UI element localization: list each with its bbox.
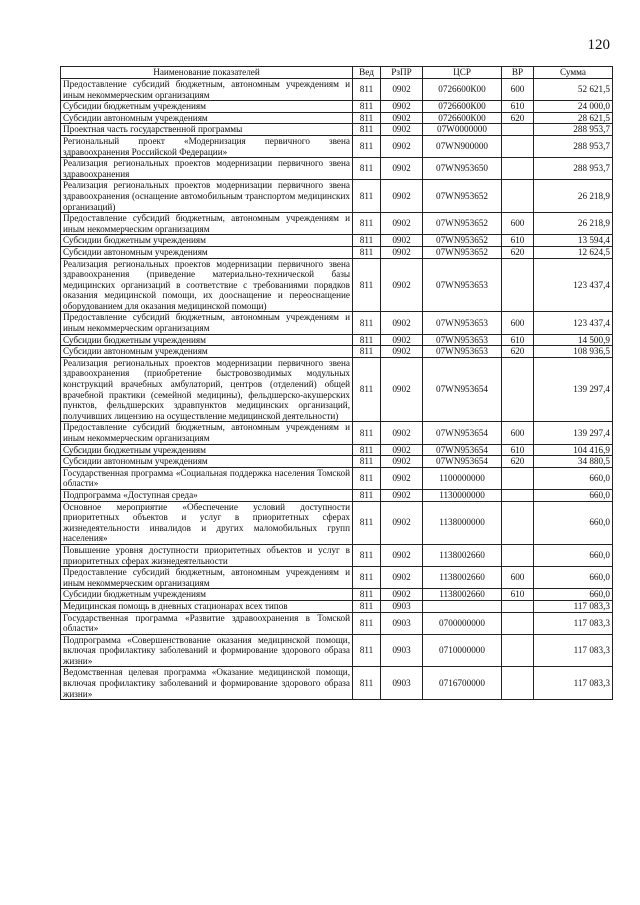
row-rzpr-cell: 0902 — [381, 213, 423, 235]
column-header-name: Наименование показателей — [61, 67, 353, 79]
column-header-sum: Сумма — [534, 67, 613, 79]
table-row — [61, 456, 613, 468]
row-vr-cell — [502, 544, 534, 566]
table-row — [61, 444, 613, 456]
row-ved-cell: 811 — [353, 634, 381, 667]
row-sum-cell: 123 437,4 — [534, 258, 613, 312]
row-rzpr-cell: 0902 — [381, 124, 423, 136]
row-ved-cell: 811 — [353, 667, 381, 700]
table-row — [61, 567, 613, 589]
row-ved-cell: 811 — [353, 501, 381, 544]
row-sum-cell: 123 437,4 — [534, 312, 613, 334]
row-csr-cell: 0716700000 — [423, 667, 502, 700]
row-rzpr-cell: 0902 — [381, 112, 423, 124]
row-name-cell: Субсидии автономным учреждениям — [61, 346, 353, 358]
row-name-cell: Повышение уровня доступности приоритетных объектов и услуг в приоритетных сферах жизнедеятельности — [61, 544, 353, 566]
row-csr-cell: 07WN953653 — [423, 334, 502, 346]
row-sum-cell: 139 297,4 — [534, 357, 613, 422]
header-row — [61, 67, 613, 79]
row-name-cell: Субсидии автономным учреждениям — [61, 112, 353, 124]
row-csr-cell: 1138000000 — [423, 501, 502, 544]
row-name-cell: Предоставление субсидий бюджетным, автономным учреждениям и иным некоммерческим организациям — [61, 567, 353, 589]
table-row — [61, 135, 613, 157]
table-row — [61, 501, 613, 544]
table-row — [61, 124, 613, 136]
row-sum-cell: 34 880,5 — [534, 456, 613, 468]
row-csr-cell: 0726600К00 — [423, 112, 502, 124]
table-row — [61, 246, 613, 258]
row-vr-cell: 610 — [502, 444, 534, 456]
row-sum-cell: 660,0 — [534, 544, 613, 566]
row-ved-cell: 811 — [353, 346, 381, 358]
table-row — [61, 634, 613, 667]
row-ved-cell: 811 — [353, 589, 381, 601]
row-csr-cell — [423, 600, 502, 612]
row-sum-cell: 660,0 — [534, 589, 613, 601]
row-sum-cell: 660,0 — [534, 467, 613, 489]
table-row — [61, 467, 613, 489]
row-ved-cell: 811 — [353, 312, 381, 334]
row-vr-cell — [502, 158, 534, 180]
row-name-cell: Предоставление субсидий бюджетным, автономным учреждениям и иным некоммерческим организациям — [61, 213, 353, 235]
row-csr-cell: 07WN953652 — [423, 246, 502, 258]
row-name-cell: Субсидии бюджетным учреждениям — [61, 589, 353, 601]
row-ved-cell: 811 — [353, 357, 381, 422]
table-row — [61, 600, 613, 612]
table-row — [61, 101, 613, 113]
row-name-cell: Предоставление субсидий бюджетным, автономным учреждениям и иным некоммерческим организациям — [61, 422, 353, 444]
row-csr-cell: 0726600К00 — [423, 101, 502, 113]
row-csr-cell: 07WN953654 — [423, 357, 502, 422]
row-rzpr-cell: 0902 — [381, 135, 423, 157]
table-row — [61, 312, 613, 334]
row-name-cell: Субсидии автономным учреждениям — [61, 246, 353, 258]
row-rzpr-cell: 0902 — [381, 456, 423, 468]
row-vr-cell — [502, 600, 534, 612]
table-row — [61, 79, 613, 101]
row-csr-cell: 07WN953654 — [423, 456, 502, 468]
row-name-cell: Подпрограмма «Доступная среда» — [61, 489, 353, 501]
row-sum-cell: 28 621,5 — [534, 112, 613, 124]
row-csr-cell: 07WN953653 — [423, 346, 502, 358]
row-csr-cell: 1138002660 — [423, 567, 502, 589]
row-sum-cell: 14 500,9 — [534, 334, 613, 346]
table-row — [61, 612, 613, 634]
row-rzpr-cell: 0903 — [381, 667, 423, 700]
row-ved-cell: 811 — [353, 158, 381, 180]
row-ved-cell: 811 — [353, 544, 381, 566]
table-row — [61, 213, 613, 235]
row-ved-cell: 811 — [353, 235, 381, 247]
row-vr-cell — [502, 634, 534, 667]
row-sum-cell: 117 083,3 — [534, 600, 613, 612]
row-ved-cell: 811 — [353, 444, 381, 456]
row-ved-cell: 811 — [353, 600, 381, 612]
row-vr-cell: 610 — [502, 101, 534, 113]
row-vr-cell — [502, 667, 534, 700]
row-csr-cell: 07W0000000 — [423, 124, 502, 136]
row-sum-cell: 117 083,3 — [534, 634, 613, 667]
row-name-cell: Субсидии бюджетным учреждениям — [61, 334, 353, 346]
budget-table — [60, 66, 613, 700]
row-csr-cell: 07WN953652 — [423, 235, 502, 247]
row-rzpr-cell: 0902 — [381, 501, 423, 544]
column-header-csr: ЦСР — [423, 67, 502, 79]
row-sum-cell: 26 218,9 — [534, 180, 613, 213]
row-csr-cell: 1130000000 — [423, 489, 502, 501]
row-ved-cell: 811 — [353, 422, 381, 444]
table-row — [61, 489, 613, 501]
row-vr-cell — [502, 258, 534, 312]
row-sum-cell: 117 083,3 — [534, 667, 613, 700]
table-row — [61, 544, 613, 566]
row-csr-cell: 1138002660 — [423, 544, 502, 566]
row-vr-cell: 600 — [502, 312, 534, 334]
row-sum-cell: 288 953,7 — [534, 135, 613, 157]
row-ved-cell: 811 — [353, 135, 381, 157]
table-row — [61, 422, 613, 444]
row-vr-cell — [502, 489, 534, 501]
row-name-cell: Реализация региональных проектов модернизации первичного звена здравоохранения (оснащение автомобильным транспортом медицинских организаций) — [61, 180, 353, 213]
row-vr-cell: 620 — [502, 346, 534, 358]
row-rzpr-cell: 0902 — [381, 422, 423, 444]
row-csr-cell: 07WN953650 — [423, 158, 502, 180]
row-csr-cell: 07WN900000 — [423, 135, 502, 157]
row-rzpr-cell: 0902 — [381, 489, 423, 501]
table-row — [61, 258, 613, 312]
row-vr-cell: 620 — [502, 246, 534, 258]
row-name-cell: Субсидии бюджетным учреждениям — [61, 101, 353, 113]
row-sum-cell: 660,0 — [534, 567, 613, 589]
row-vr-cell — [502, 501, 534, 544]
row-rzpr-cell: 0902 — [381, 180, 423, 213]
row-ved-cell: 811 — [353, 612, 381, 634]
row-rzpr-cell: 0902 — [381, 79, 423, 101]
table-row — [61, 357, 613, 422]
row-vr-cell: 600 — [502, 79, 534, 101]
row-name-cell: Субсидии бюджетным учреждениям — [61, 444, 353, 456]
row-rzpr-cell: 0902 — [381, 312, 423, 334]
table-body — [61, 79, 613, 700]
row-name-cell: Проектная часть государственной программы — [61, 124, 353, 136]
row-sum-cell: 108 936,5 — [534, 346, 613, 358]
row-name-cell: Субсидии бюджетным учреждениям — [61, 235, 353, 247]
table-row — [61, 589, 613, 601]
row-ved-cell: 811 — [353, 124, 381, 136]
table-row — [61, 667, 613, 700]
row-rzpr-cell: 0902 — [381, 258, 423, 312]
row-ved-cell: 811 — [353, 101, 381, 113]
row-ved-cell: 811 — [353, 112, 381, 124]
row-name-cell: Региональный проект «Модернизация первичного звена здравоохранения Российской Федерации» — [61, 135, 353, 157]
row-csr-cell: 1100000000 — [423, 467, 502, 489]
row-sum-cell: 660,0 — [534, 489, 613, 501]
row-sum-cell: 117 083,3 — [534, 612, 613, 634]
row-name-cell: Реализация региональных проектов модернизации первичного звена здравоохранения (приобретение быстровозводимых модульных конструкций врачебных амбулаторий, центров (отделений) общей врачебной практики (семейной медицины), фельдшерско-акушерских пунктов, фельдшерских здравпунктов медицинских организаций, получивших лицензию на осуществление медицинской деятельности) — [61, 357, 353, 422]
row-ved-cell: 811 — [353, 180, 381, 213]
row-csr-cell: 07WN953652 — [423, 213, 502, 235]
table-row — [61, 235, 613, 247]
row-csr-cell: 0710000000 — [423, 634, 502, 667]
row-csr-cell: 07WN953653 — [423, 258, 502, 312]
row-vr-cell: 600 — [502, 422, 534, 444]
row-vr-cell — [502, 135, 534, 157]
row-ved-cell: 811 — [353, 489, 381, 501]
column-header-rzpr: РзПР — [381, 67, 423, 79]
row-csr-cell: 0700000000 — [423, 612, 502, 634]
row-vr-cell: 600 — [502, 213, 534, 235]
row-rzpr-cell: 0902 — [381, 246, 423, 258]
row-ved-cell: 811 — [353, 246, 381, 258]
row-ved-cell: 811 — [353, 467, 381, 489]
row-ved-cell: 811 — [353, 334, 381, 346]
row-rzpr-cell: 0902 — [381, 357, 423, 422]
row-name-cell: Основное мероприятие «Обеспечение условий доступности приоритетных объектов и услуг в приоритетных сферах жизнедеятельности инвалидов и других маломобильных групп населения» — [61, 501, 353, 544]
row-rzpr-cell: 0903 — [381, 634, 423, 667]
row-rzpr-cell: 0902 — [381, 567, 423, 589]
row-vr-cell: 620 — [502, 112, 534, 124]
row-csr-cell: 0726600К00 — [423, 79, 502, 101]
row-name-cell: Государственная программа «Развитие здравоохранения в Томской области» — [61, 612, 353, 634]
row-ved-cell: 811 — [353, 567, 381, 589]
row-csr-cell: 1138002660 — [423, 589, 502, 601]
row-name-cell: Субсидии автономным учреждениям — [61, 456, 353, 468]
row-sum-cell: 52 621,5 — [534, 79, 613, 101]
row-vr-cell: 610 — [502, 334, 534, 346]
row-vr-cell: 610 — [502, 589, 534, 601]
row-vr-cell — [502, 357, 534, 422]
row-ved-cell: 811 — [353, 456, 381, 468]
row-rzpr-cell: 0902 — [381, 334, 423, 346]
table-row — [61, 346, 613, 358]
row-rzpr-cell: 0902 — [381, 444, 423, 456]
row-rzpr-cell: 0902 — [381, 467, 423, 489]
row-sum-cell: 12 624,5 — [534, 246, 613, 258]
row-rzpr-cell: 0902 — [381, 101, 423, 113]
row-csr-cell: 07WN953652 — [423, 180, 502, 213]
row-csr-cell: 07WN953654 — [423, 444, 502, 456]
row-csr-cell: 07WN953654 — [423, 422, 502, 444]
row-sum-cell: 13 594,4 — [534, 235, 613, 247]
row-vr-cell — [502, 612, 534, 634]
row-name-cell: Предоставление субсидий бюджетным, автономным учреждениям и иным некоммерческим организациям — [61, 79, 353, 101]
row-rzpr-cell: 0902 — [381, 589, 423, 601]
row-sum-cell: 24 000,0 — [534, 101, 613, 113]
row-name-cell: Реализация региональных проектов модернизации первичного звена здравоохранения — [61, 158, 353, 180]
row-name-cell: Подпрограмма «Совершенствование оказания медицинской помощи, включая профилактику заболеваний и формирование здорового образа жизни» — [61, 634, 353, 667]
row-ved-cell: 811 — [353, 79, 381, 101]
row-rzpr-cell: 0903 — [381, 612, 423, 634]
row-vr-cell: 620 — [502, 456, 534, 468]
row-sum-cell: 660,0 — [534, 501, 613, 544]
row-vr-cell: 610 — [502, 235, 534, 247]
table-row — [61, 334, 613, 346]
row-csr-cell: 07WN953653 — [423, 312, 502, 334]
row-sum-cell: 288 953,7 — [534, 158, 613, 180]
row-rzpr-cell: 0902 — [381, 158, 423, 180]
row-rzpr-cell: 0902 — [381, 346, 423, 358]
row-name-cell: Медицинская помощь в дневных стационарах всех типов — [61, 600, 353, 612]
row-vr-cell — [502, 180, 534, 213]
column-header-vr: ВР — [502, 67, 534, 79]
column-header-ved: Вед — [353, 67, 381, 79]
row-ved-cell: 811 — [353, 213, 381, 235]
row-vr-cell — [502, 467, 534, 489]
row-name-cell: Ведомственная целевая программа «Оказание медицинской помощи, включая профилактику заболеваний и формирование здорового образа жизни» — [61, 667, 353, 700]
table-row — [61, 112, 613, 124]
table-row — [61, 158, 613, 180]
row-ved-cell: 811 — [353, 258, 381, 312]
table-header — [61, 67, 613, 79]
row-name-cell: Государственная программа «Социальная поддержка населения Томской области» — [61, 467, 353, 489]
row-rzpr-cell: 0902 — [381, 544, 423, 566]
page-number: 120 — [587, 37, 610, 53]
row-rzpr-cell: 0902 — [381, 235, 423, 247]
table-row — [61, 180, 613, 213]
row-sum-cell: 104 416,9 — [534, 444, 613, 456]
row-sum-cell: 139 297,4 — [534, 422, 613, 444]
row-sum-cell: 26 218,9 — [534, 213, 613, 235]
row-vr-cell: 600 — [502, 567, 534, 589]
row-name-cell: Реализация региональных проектов модернизации первичного звена здравоохранения (приведение материально-технической базы медицинских организаций в соответствие с требованиями порядков оказания медицинской помощи, их дооснащение и переоснащение оборудованием для оказания медицинской помощи) — [61, 258, 353, 312]
row-rzpr-cell: 0903 — [381, 600, 423, 612]
row-name-cell: Предоставление субсидий бюджетным, автономным учреждениям и иным некоммерческим организациям — [61, 312, 353, 334]
row-vr-cell — [502, 124, 534, 136]
row-sum-cell: 288 953,7 — [534, 124, 613, 136]
